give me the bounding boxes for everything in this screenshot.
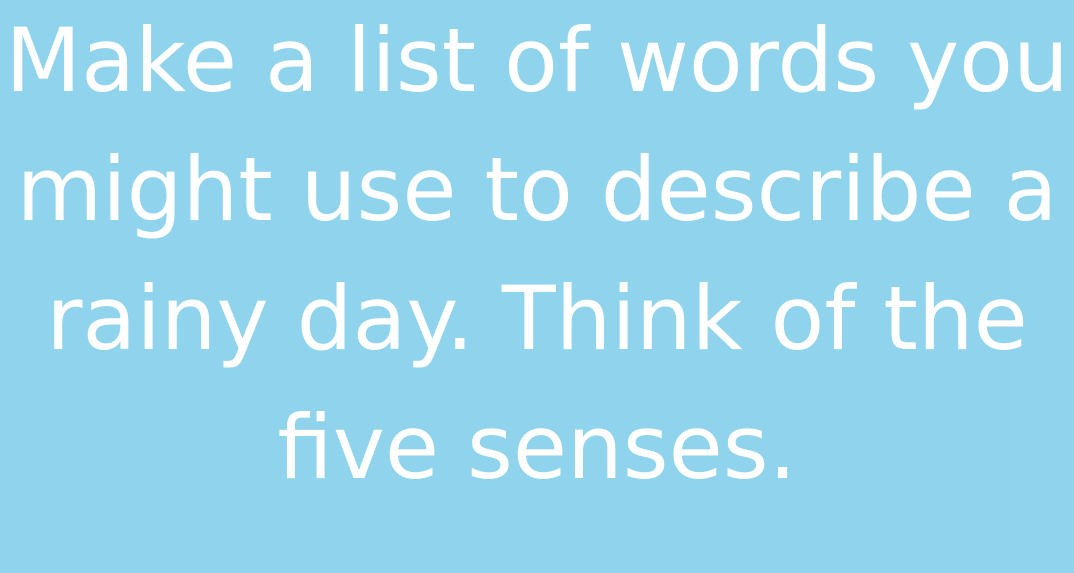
- prompt-line-3: rainy day. Think of the: [46, 267, 1028, 370]
- prompt-line-2: might use to describe a: [16, 138, 1058, 241]
- prompt-line-1: Make a list of words you: [5, 9, 1069, 112]
- prompt-line-4: five senses.: [277, 396, 797, 499]
